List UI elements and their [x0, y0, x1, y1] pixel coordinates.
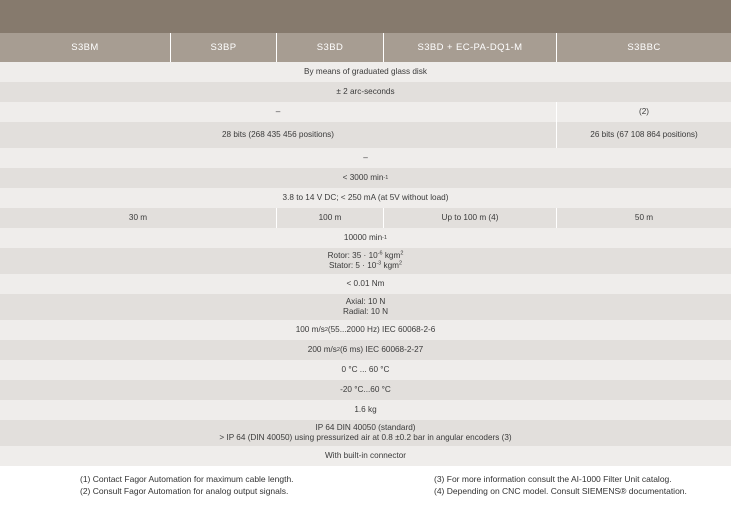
- footnote-4: (4) Depending on CNC model. Consult SIEMENS® documentation.: [434, 486, 687, 496]
- table-row: [0, 380, 731, 400]
- top-bar: [0, 0, 731, 33]
- table-cell: < 3000 min -1: [342, 173, 389, 182]
- column-header-s3bm: S3BM: [71, 42, 99, 53]
- table-cell: 100 m: [318, 213, 342, 222]
- table-cell: [0, 248, 731, 274]
- footnote-1: (1) Contact Fagor Automation for maximum cable length.: [80, 474, 294, 484]
- table-row: [0, 400, 731, 420]
- table-cell: 100 m/s 2 (55...2000 Hz) IEC 60068-2-6: [295, 325, 436, 334]
- table-cell: 10000 min -1: [343, 233, 388, 242]
- table-cell: ± 2 arc-seconds: [336, 87, 395, 96]
- table-row: [0, 102, 731, 122]
- table-cell: By means of graduated glass disk: [304, 67, 427, 76]
- table-row: [0, 122, 731, 148]
- table-row: [0, 274, 731, 294]
- protection-pressurized: > IP 64 (DIN 40050) using pressurized air at 0.8 ±0.2 bar in angular encoders (3): [219, 433, 512, 442]
- speed-value: < 3000 min: [342, 173, 384, 182]
- table-row: [0, 340, 731, 360]
- rotor-inertia: Rotor: $35 \cdot 10^{-6}$ kgm$^2$: [327, 250, 404, 260]
- table-cell: 28 bits (268 435 456 positions): [222, 130, 334, 139]
- table-row: [0, 188, 731, 208]
- table-row: [0, 420, 731, 446]
- table-cell: 0 °C ... 60 °C: [341, 365, 390, 374]
- table-row: [0, 62, 731, 82]
- table-row: [0, 248, 731, 274]
- table-row: [0, 294, 731, 320]
- protection-standard: IP 64 DIN 40050 (standard): [315, 423, 416, 432]
- table-row: [0, 360, 731, 380]
- table-row: [0, 168, 731, 188]
- footnote-3: (3) For more information consult the AI-1000 Filter Unit catalog.: [434, 474, 672, 484]
- table-cell: 3.8 to 14 V DC; < 250 mA (at 5V without load): [282, 193, 449, 202]
- table-row: [0, 208, 731, 228]
- footnote-2: (2) Consult Fagor Automation for analog output signals.: [80, 486, 289, 496]
- table-header: [0, 33, 731, 62]
- column-header-s3bp: S3BP: [170, 33, 276, 62]
- column-header-s3bd-ec: S3BD + EC-PA-DQ1-M: [383, 33, 556, 62]
- table-row: [0, 446, 731, 466]
- table-cell: < 0.01 Nm: [346, 279, 385, 288]
- table-cell: 1.6 kg: [354, 405, 377, 414]
- table-cell: Up to 100 m (4): [441, 213, 499, 222]
- table-cell: –: [275, 107, 281, 116]
- table-cell: 26 bits (67 108 864 positions): [590, 130, 698, 139]
- table-cell: –: [363, 153, 368, 162]
- axial-load: Axial: 10 N: [345, 297, 386, 306]
- table-row: [0, 320, 731, 340]
- table-row: [0, 148, 731, 168]
- column-header-s3bd: S3BD: [276, 33, 383, 62]
- table-cell: 30 m: [128, 213, 148, 222]
- table-cell: (2): [638, 107, 649, 116]
- stator-inertia: Stator: $5 \cdot 10^{-3}$ kgm$^2$: [328, 260, 403, 270]
- table-cell: [0, 420, 731, 446]
- table-row: [0, 228, 731, 248]
- column-header-s3bbc: S3BBC: [556, 33, 731, 62]
- table-cell: [0, 294, 731, 320]
- table-cell: 50 m: [634, 213, 654, 222]
- radial-load: Radial: 10 N: [342, 307, 389, 316]
- table-cell: -20 °C...60 °C: [340, 385, 391, 394]
- max-speed-value: 10000 min: [343, 233, 383, 242]
- table-cell: 200 m/s 2 (6 ms) IEC 60068-2-27: [307, 345, 424, 354]
- table-cell: With built-in connector: [325, 451, 406, 460]
- table-row: [0, 82, 731, 102]
